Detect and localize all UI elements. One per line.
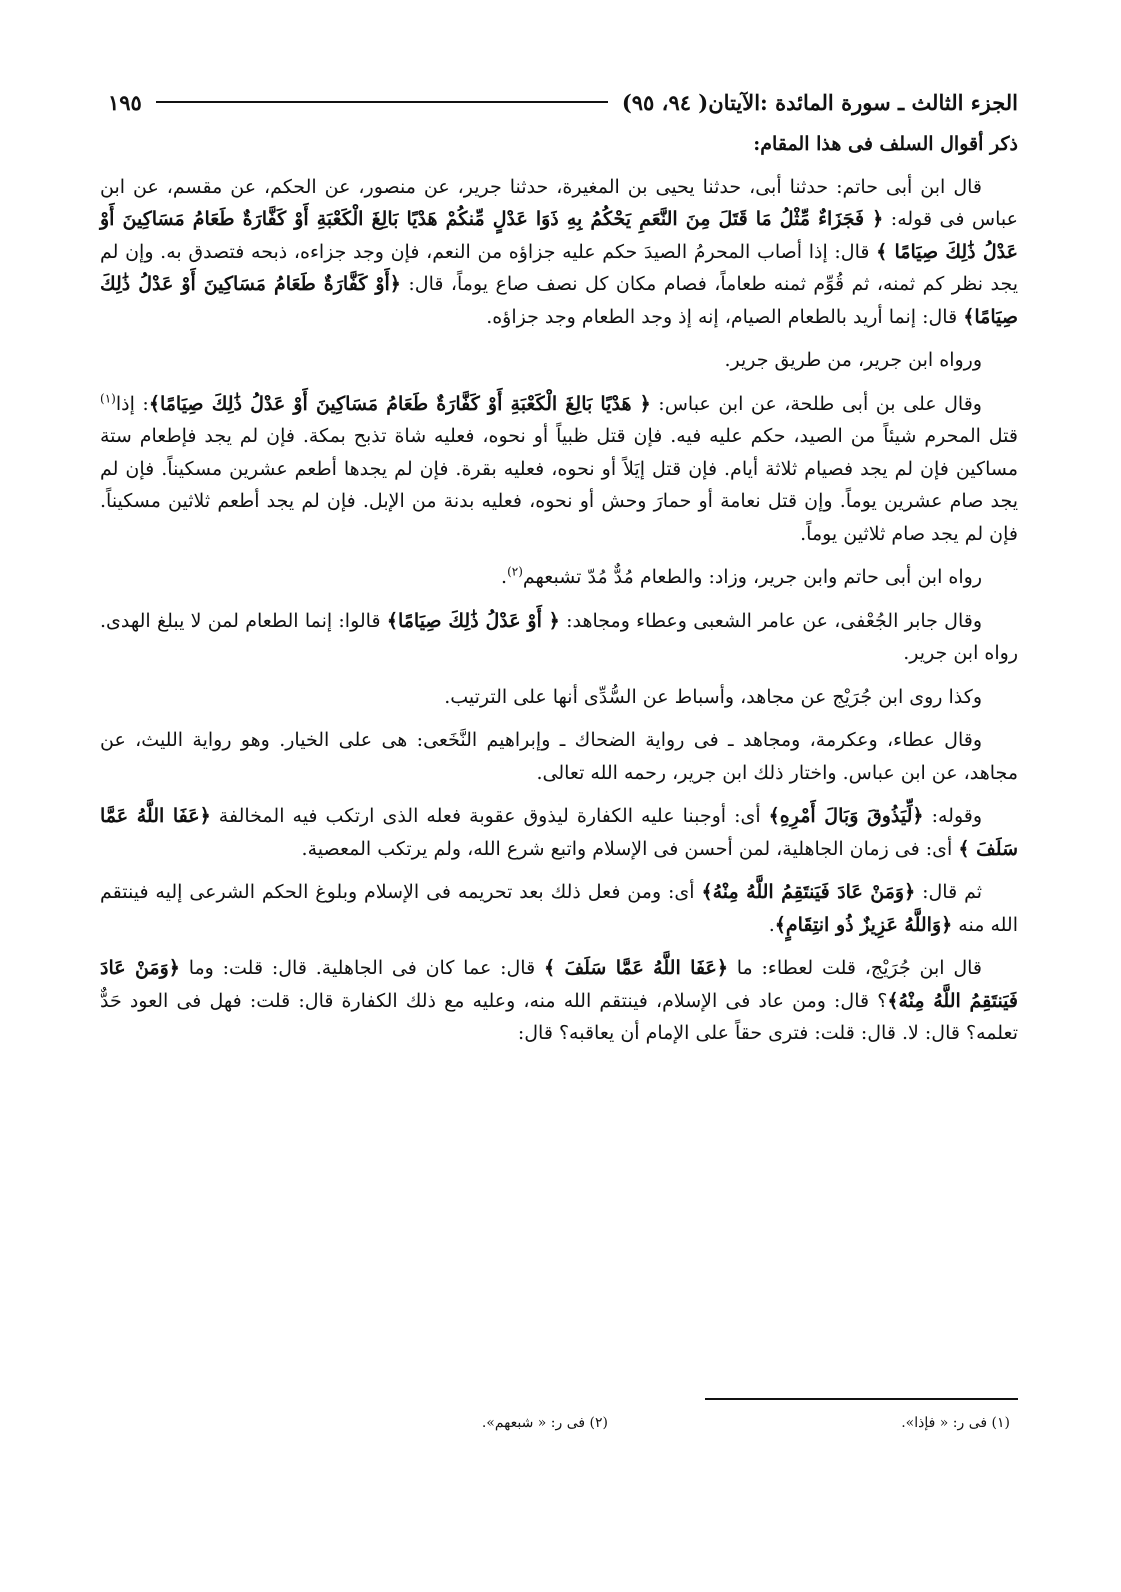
paragraph [100,800,1018,865]
paragraphs [100,171,1018,1050]
quran-quote: ﴿وَاللَّهُ عَزِيزٌ ذُو انتِقَامٍ﴾ [774,913,953,936]
main-text [100,128,1018,1061]
running-header [108,84,1018,120]
footnote-1: (١) فى ر: « فإذا». [901,1415,1010,1431]
quran-quote: ﴿عَفَا اللَّهُ عَمَّا سَلَفَ ﴾ [543,957,728,979]
paragraph-text: وقال جابر الجُعْفى، عن عامر الشعبى وعطاء ومجاهد: [559,609,983,632]
paragraph-text: أى: فى زمان الجاهلية، لمن أحسن فى الإسلام واتبع شرع الله، ولم يرتكب المعصية. [301,837,959,860]
paragraph-text: وقال عطاء، وعكرمة، ومجاهد ـ فى رواية الضحاك ـ وإبراهيم النَّخَعى: هى على الخيار. وهو رواية الليث، عن مجاهد، عن ابن عباس. واختار ذلك ابن جرير، رحمه الله تعالى. [100,729,1018,784]
paragraph [100,681,1018,714]
paragraph-text: قالوا: إنما الطعام لمن لا يبلغ الهدى. رواه ابن جرير. [100,609,1018,664]
quran-quote: ﴿وَمَنْ عَادَ فَيَنتَقِمُ اللَّهُ مِنْهُ﴾ [100,957,1018,1012]
paragraph [100,388,1018,551]
paragraph-text: وقال على بن أبى طلحة، عن ابن عباس: [650,392,982,415]
paragraph-text: ورواه ابن جرير، من طريق جرير. [724,349,982,371]
footnote-rule [705,1398,1018,1400]
quran-quote: ﴿أَوْ كَفَّارَةٌ طَعَامُ مَسَاكِينَ أَوْ عَدْلُ ذَٰلِكَ صِيَامًا﴾ [100,273,1018,328]
footnote-marker: (١) [100,391,116,406]
running-title: الجزء الثالث ـ سورة المائدة :الآيتان( ٩٤، ٩٥) [621,89,1018,115]
paragraph-text: : إذا [115,392,149,415]
quran-quote: ﴿ هَدْيًا بَالِغَ الْكَعْبَةِ أَوْ كَفَّارَةٌ طَعَامُ مَسَاكِينَ أَوْ عَدْلُ ذَٰلِكَ صِيَامًا﴾ [148,392,651,415]
quran-quote: ﴿لِّيَذُوقَ وَبَالَ أَمْرِهِ﴾ [768,805,924,827]
paragraph-text: . [501,566,508,588]
paragraph-text: رواه ابن أبى حاتم وابن جرير، وزاد: والطعام مُدٌّ مُدّ تشبعهم [522,566,982,588]
header-rule [156,101,608,103]
quran-quote: ﴿ فَجَزَاءٌ مِّثْلُ مَا قَتَلَ مِنَ النَّعَمِ يَحْكُمُ بِهِ ذَوَا عَدْلٍ مِّنكُمْ هَدْيًا بَالِغَ الْكَعْبَةِ أَوْ كَفَّارَةٌ طَعَامُ مَسَاكِينَ أَوْ عَدْلُ ذَٰلِكَ صِيَامًا ﴾ [100,208,1018,263]
paragraph [100,344,1018,377]
paragraph-text: ثم قال: [915,881,983,903]
quran-quote: ﴿وَمَنْ عَادَ فَيَنتَقِمُ اللَّهُ مِنْهُ﴾ [701,881,916,903]
paragraph-text: ؟ قال: ومن عاد فى الإسلام، فينتقم الله منه، وعليه مع ذلك الكفارة قال: قلت: فهل فى العود حَدٌّ تعلمه؟ قال: لا. قال: قلت: فترى حقاً على الإمام أن يعاقبه؟ قال: [100,989,1018,1044]
paragraph [100,724,1018,789]
paragraph [100,952,1018,1050]
paragraph-text: أى: أوجبنا عليه الكفارة ليذوق عقوبة فعله الذى ارتكب فيه المخالفة [210,805,769,827]
paragraph [100,171,1018,334]
paragraph [100,876,1018,941]
footnote-2: (٢) فى ر: « شبعهم». [481,1415,608,1431]
paragraph-text: أى: ومن فعل ذلك بعد تحريمه فى الإسلام وبلوغ الحكم الشرعى إليه فينتقم الله منه [100,881,1018,936]
paragraph-text: قتل المحرم شيئاً من الصيد، حكم عليه فيه. فإن قتل ظبياً أو نحوه، فعليه شاة تذبح بمكة. فإن لم يجد فإطعام ستة مساكين فإن لم يجد فصيام ثلاثة أيام. فإن قتل إيَلاً أو نحوه، فعليه بقرة. فإن لم يجدها أطعم عشرين مسكيناً. فإن لم يجد صام عشرين يوماً. وإن قتل نعامة أو حمارَ وحش أو نحوه، فعليه بدنة من الإبل. فإن لم يجد أطعم ثلاثين مسكيناً. فإن لم يجد صام ثلاثين يوماً. [100,425,1018,545]
paragraph-text: . [768,913,775,936]
footnote-marker: (٢) [507,564,523,579]
paragraph-text: وقوله: [923,805,983,827]
paragraph-text: قال: إذا أصاب المحرمُ الصيدَ حكم عليه جزاؤه من النعم، فإن وجد جزاءه، ذبحه فتصدق به. وإن لم يجد نظر كم ثمنه، ثم قُوِّم ثمنه طعاماً، فصام مكان كل نصف صاع يوماً، قال: [100,240,1018,295]
footnotes [100,1415,1018,1445]
paragraph-text: قال: عما كان فى الجاهلية. قال: قلت: وما [179,957,544,979]
paragraph-text: قال: إنما أريد بالطعام الصيام، إنه إذ وجد الطعام وجد جزاؤه. [486,305,964,328]
paragraph-text: وكذا روى ابن جُرَيْج عن مجاهد، وأسباط عن السُّدِّى أنها على الترتيب. [444,685,982,708]
section-heading: ذكر أقوال السلف فى هذا المقام: [753,133,1018,155]
paragraph [100,605,1018,670]
quran-quote: ﴿عَفَا اللَّهُ عَمَّا سَلَفَ ﴾ [100,805,1018,860]
page-number: ١٩٥ [108,89,142,115]
quran-quote: ﴿ أَوْ عَدْلُ ذَٰلِكَ صِيَامًا﴾ [386,609,560,632]
paragraph-text: قال ابن أبى حاتم: حدثنا أبى، حدثنا يحيى بن المغيرة، حدثنا جرير، عن منصور، عن الحكم، عن مقسم، عن ابن عباس فى قوله: [100,175,1018,230]
paragraph [100,561,1018,594]
paragraph-text: قال ابن جُرَيْج، قلت لعطاء: ما [727,957,982,979]
